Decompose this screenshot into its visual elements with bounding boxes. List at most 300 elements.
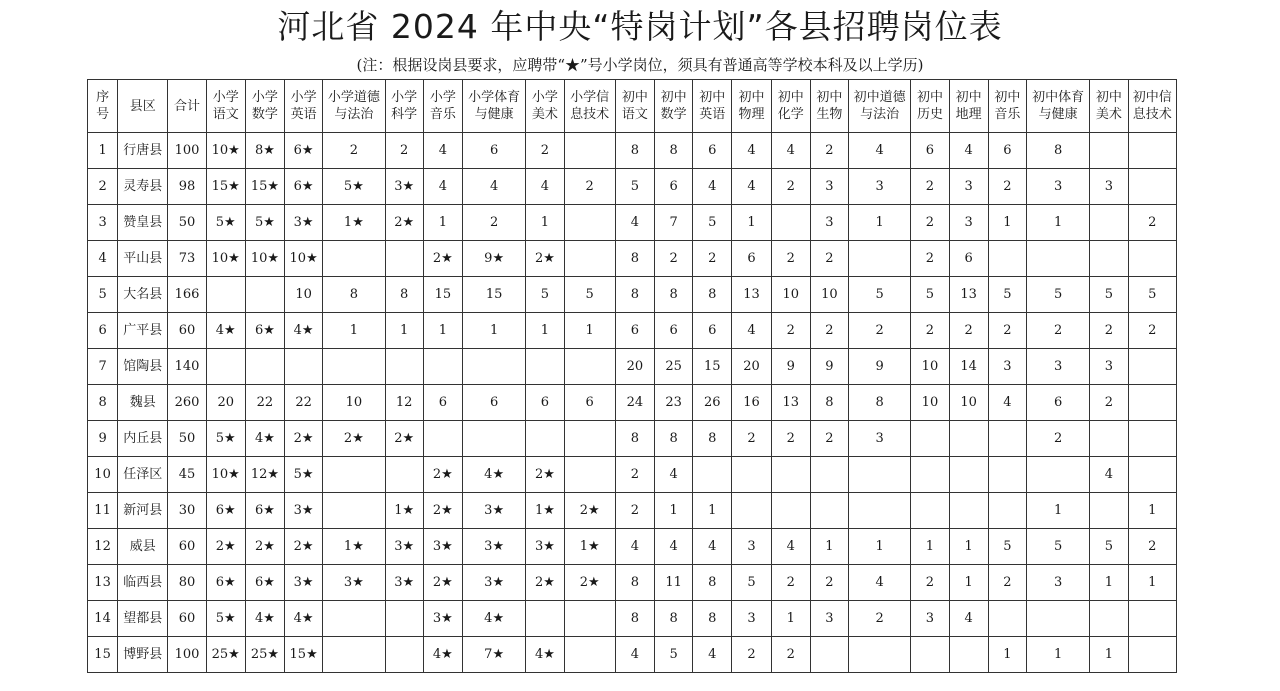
- position-count-cell: 4★: [423, 637, 462, 673]
- position-count-cell: 1: [1026, 205, 1089, 241]
- column-header: [285, 80, 323, 133]
- position-count-cell: 2: [732, 421, 771, 457]
- county-name-cell: 任泽区: [118, 457, 168, 493]
- position-count-cell: [849, 637, 911, 673]
- position-count-cell: 3★: [285, 565, 323, 601]
- position-count-cell: [1128, 385, 1177, 421]
- column-header: [949, 80, 988, 133]
- total-cell: 100: [168, 133, 206, 169]
- position-count-cell: 13: [732, 277, 771, 313]
- position-count-cell: 8: [1026, 133, 1089, 169]
- position-count-cell: 10★: [245, 241, 284, 277]
- column-header-label: 初中 化学: [777, 90, 804, 122]
- position-count-cell: 2★: [245, 529, 284, 565]
- position-count-cell: 4: [949, 601, 988, 637]
- position-count-cell: 5: [693, 205, 732, 241]
- total-cell: 140: [168, 349, 206, 385]
- position-count-cell: 1: [564, 313, 615, 349]
- position-count-cell: 10★: [206, 241, 245, 277]
- position-count-cell: 5: [1090, 529, 1128, 565]
- position-count-cell: 4★: [285, 601, 323, 637]
- table-row: [88, 241, 1177, 277]
- position-count-cell: 4★: [462, 457, 525, 493]
- county-name-cell: 望都县: [118, 601, 168, 637]
- position-count-cell: 6: [526, 385, 564, 421]
- column-header: [526, 80, 564, 133]
- position-count-cell: 1★: [323, 205, 385, 241]
- position-count-cell: 2: [1090, 313, 1128, 349]
- position-count-cell: [911, 421, 949, 457]
- position-count-cell: 4: [949, 133, 988, 169]
- county-name-cell: 灵寿县: [118, 169, 168, 205]
- position-count-cell: 5: [988, 277, 1026, 313]
- position-count-cell: [988, 421, 1026, 457]
- county-name-cell: 行唐县: [118, 133, 168, 169]
- column-header-label: 小学 语文: [212, 90, 239, 122]
- total-cell: 60: [168, 313, 206, 349]
- position-count-cell: 6★: [245, 493, 284, 529]
- position-count-cell: 15★: [245, 169, 284, 205]
- position-count-cell: 13: [771, 385, 810, 421]
- position-count-cell: 6★: [206, 565, 245, 601]
- position-count-cell: 5: [1026, 529, 1089, 565]
- position-count-cell: 7★: [462, 637, 525, 673]
- row-number-cell: 2: [88, 169, 118, 205]
- position-count-cell: [323, 493, 385, 529]
- position-count-cell: 1: [949, 529, 988, 565]
- table-row: [88, 529, 1177, 565]
- column-header-label: 小学 科学: [391, 90, 418, 122]
- position-count-cell: [988, 457, 1026, 493]
- column-header-label: 小学信 息技术: [570, 90, 610, 122]
- position-count-cell: 15★: [206, 169, 245, 205]
- position-count-cell: 1: [988, 205, 1026, 241]
- position-count-cell: 12: [385, 385, 423, 421]
- position-count-cell: 8: [693, 277, 732, 313]
- position-count-cell: 25★: [245, 637, 284, 673]
- column-header-label: 小学 美术: [531, 90, 558, 122]
- county-name-cell: 广平县: [118, 313, 168, 349]
- position-count-cell: 5★: [206, 601, 245, 637]
- position-count-cell: 1: [988, 637, 1026, 673]
- position-count-cell: 2: [1026, 421, 1089, 457]
- requirement-note: (注：根据设岗县要求，应聘带“★”号小学岗位，须具有普通高等学校本科及以上学历): [356, 56, 924, 74]
- position-count-cell: 2: [1128, 205, 1177, 241]
- position-count-cell: [1090, 421, 1128, 457]
- position-count-cell: 4: [462, 169, 525, 205]
- table-row: [88, 421, 1177, 457]
- position-count-cell: 3★: [462, 529, 525, 565]
- column-header-label: 初中体育 与健康: [1032, 90, 1085, 122]
- table-row: [88, 457, 1177, 493]
- row-number-cell: 5: [88, 277, 118, 313]
- position-count-cell: [732, 493, 771, 529]
- column-header-label: 初中道德 与法治: [853, 90, 906, 122]
- column-header-label: 小学体育 与健康: [468, 90, 521, 122]
- total-cell: 45: [168, 457, 206, 493]
- position-count-cell: 2: [462, 205, 525, 241]
- position-count-cell: 6: [655, 169, 693, 205]
- position-count-cell: 5: [526, 277, 564, 313]
- position-count-cell: [732, 457, 771, 493]
- column-header: [771, 80, 810, 133]
- column-header-label: 小学 英语: [290, 90, 317, 122]
- position-count-cell: 9★: [462, 241, 525, 277]
- position-count-cell: [1128, 637, 1177, 673]
- position-count-cell: 8: [615, 277, 654, 313]
- position-count-cell: 1: [526, 313, 564, 349]
- position-count-cell: 2: [1128, 529, 1177, 565]
- position-count-cell: 2: [911, 313, 949, 349]
- position-count-cell: 6★: [245, 313, 284, 349]
- column-header-label: 初中 历史: [916, 90, 943, 122]
- position-count-cell: 2: [988, 313, 1026, 349]
- position-count-cell: [949, 637, 988, 673]
- position-count-cell: 5: [1128, 277, 1177, 313]
- position-count-cell: 10: [949, 385, 988, 421]
- table-row: [88, 493, 1177, 529]
- position-count-cell: 22: [285, 385, 323, 421]
- position-count-cell: 10★: [285, 241, 323, 277]
- position-count-cell: [949, 457, 988, 493]
- position-count-cell: 2: [693, 241, 732, 277]
- position-count-cell: 3: [1026, 169, 1089, 205]
- column-header: [423, 80, 462, 133]
- position-count-cell: 9: [849, 349, 911, 385]
- position-count-cell: [285, 349, 323, 385]
- position-count-cell: [564, 637, 615, 673]
- position-count-cell: 2: [911, 205, 949, 241]
- column-header: [1090, 80, 1128, 133]
- column-header: [206, 80, 245, 133]
- position-count-cell: 3: [1090, 349, 1128, 385]
- page-title: 河北省 2024 年中央“特岗计划”各县招聘岗位表: [277, 7, 1003, 46]
- table-row: [88, 637, 1177, 673]
- position-count-cell: 8: [693, 565, 732, 601]
- position-count-cell: 2: [1128, 313, 1177, 349]
- position-count-cell: 2: [655, 241, 693, 277]
- position-count-cell: [323, 601, 385, 637]
- position-count-cell: 6: [693, 133, 732, 169]
- position-count-cell: 6★: [285, 169, 323, 205]
- position-count-cell: 2: [949, 313, 988, 349]
- position-count-cell: [1128, 349, 1177, 385]
- column-header: [168, 80, 206, 133]
- table-row: [88, 385, 1177, 421]
- position-count-cell: 1: [911, 529, 949, 565]
- position-count-cell: 1: [1128, 493, 1177, 529]
- position-count-cell: 1: [423, 313, 462, 349]
- position-count-cell: 2: [1090, 385, 1128, 421]
- position-count-cell: [949, 421, 988, 457]
- position-count-cell: 2: [771, 421, 810, 457]
- county-name-cell: 魏县: [118, 385, 168, 421]
- position-count-cell: 5★: [323, 169, 385, 205]
- position-count-cell: 22: [245, 385, 284, 421]
- position-count-cell: 3★: [423, 529, 462, 565]
- total-cell: 50: [168, 205, 206, 241]
- position-count-cell: 10: [285, 277, 323, 313]
- position-count-cell: 8: [693, 601, 732, 637]
- position-count-cell: [810, 457, 848, 493]
- position-count-cell: [245, 277, 284, 313]
- position-count-cell: 10: [771, 277, 810, 313]
- total-cell: 166: [168, 277, 206, 313]
- position-count-cell: 20: [732, 349, 771, 385]
- position-count-cell: 5★: [206, 205, 245, 241]
- position-count-cell: 4: [771, 529, 810, 565]
- column-header: [385, 80, 423, 133]
- position-count-cell: 15★: [285, 637, 323, 673]
- position-count-cell: 4: [655, 457, 693, 493]
- position-count-cell: [423, 349, 462, 385]
- position-count-cell: 8: [810, 385, 848, 421]
- position-count-cell: [323, 637, 385, 673]
- column-header-label: 初中 数学: [660, 90, 687, 122]
- column-header-label: 合计: [174, 98, 201, 114]
- row-number-cell: 10: [88, 457, 118, 493]
- position-count-cell: 1: [1026, 493, 1089, 529]
- position-count-cell: 6: [1026, 385, 1089, 421]
- position-count-cell: 6: [732, 241, 771, 277]
- position-count-cell: 1: [1090, 565, 1128, 601]
- position-count-cell: [323, 457, 385, 493]
- position-count-cell: 4★: [245, 421, 284, 457]
- position-count-cell: 4: [693, 529, 732, 565]
- column-header: [911, 80, 949, 133]
- total-cell: 260: [168, 385, 206, 421]
- column-header: [323, 80, 385, 133]
- position-count-cell: 2: [615, 493, 654, 529]
- position-count-cell: 4: [615, 205, 654, 241]
- position-count-cell: [988, 493, 1026, 529]
- column-header: [1026, 80, 1089, 133]
- position-count-cell: [1026, 601, 1089, 637]
- position-count-cell: [1090, 493, 1128, 529]
- row-number-cell: 7: [88, 349, 118, 385]
- position-count-cell: [949, 493, 988, 529]
- position-count-cell: 6: [988, 133, 1026, 169]
- position-count-cell: [1128, 133, 1177, 169]
- position-count-cell: 8: [615, 601, 654, 637]
- position-count-cell: 2★: [285, 421, 323, 457]
- table-row: [88, 313, 1177, 349]
- position-count-cell: 6★: [285, 133, 323, 169]
- position-count-cell: 4: [732, 169, 771, 205]
- position-count-cell: 3★: [385, 169, 423, 205]
- position-count-cell: 10: [911, 349, 949, 385]
- position-count-cell: 1★: [564, 529, 615, 565]
- position-count-cell: 24: [615, 385, 654, 421]
- table-body: [88, 133, 1177, 673]
- position-count-cell: [849, 457, 911, 493]
- position-count-cell: 6: [564, 385, 615, 421]
- position-count-cell: [526, 601, 564, 637]
- position-count-cell: 3: [810, 169, 848, 205]
- position-count-cell: 2: [810, 133, 848, 169]
- county-name-cell: 新河县: [118, 493, 168, 529]
- row-number-cell: 12: [88, 529, 118, 565]
- position-count-cell: [385, 601, 423, 637]
- position-count-cell: 10★: [206, 457, 245, 493]
- position-count-cell: 3★: [323, 565, 385, 601]
- table-row: [88, 565, 1177, 601]
- position-count-cell: [911, 493, 949, 529]
- position-count-cell: 8: [849, 385, 911, 421]
- position-count-cell: 3★: [423, 601, 462, 637]
- position-count-cell: 2: [810, 421, 848, 457]
- position-count-cell: 3★: [462, 493, 525, 529]
- column-header: [564, 80, 615, 133]
- row-number-cell: 6: [88, 313, 118, 349]
- position-count-cell: 2: [810, 565, 848, 601]
- position-count-cell: 2: [771, 637, 810, 673]
- position-count-cell: 4★: [245, 601, 284, 637]
- row-number-cell: 13: [88, 565, 118, 601]
- position-count-cell: 6: [693, 313, 732, 349]
- position-count-cell: [564, 601, 615, 637]
- total-cell: 98: [168, 169, 206, 205]
- position-count-cell: 6: [462, 133, 525, 169]
- position-count-cell: 4: [423, 169, 462, 205]
- position-count-cell: 14: [949, 349, 988, 385]
- position-count-cell: 4: [693, 169, 732, 205]
- position-count-cell: [206, 349, 245, 385]
- position-count-cell: 20: [615, 349, 654, 385]
- column-header: [245, 80, 284, 133]
- county-name-cell: 平山县: [118, 241, 168, 277]
- total-cell: 50: [168, 421, 206, 457]
- position-count-cell: [526, 349, 564, 385]
- column-header: [810, 80, 848, 133]
- position-count-cell: 26: [693, 385, 732, 421]
- position-count-cell: 1: [323, 313, 385, 349]
- position-count-cell: 4: [693, 637, 732, 673]
- county-name-cell: 馆陶县: [118, 349, 168, 385]
- position-count-cell: 10: [323, 385, 385, 421]
- position-count-cell: 1: [462, 313, 525, 349]
- position-count-cell: [564, 421, 615, 457]
- position-count-cell: 4: [615, 637, 654, 673]
- column-header: [118, 80, 168, 133]
- position-count-cell: 8: [615, 241, 654, 277]
- table-row: [88, 205, 1177, 241]
- column-header-label: 小学 音乐: [429, 90, 456, 122]
- position-count-cell: 1: [655, 493, 693, 529]
- position-count-cell: 1: [1090, 637, 1128, 673]
- row-number-cell: 14: [88, 601, 118, 637]
- position-count-cell: 2★: [323, 421, 385, 457]
- position-count-cell: 3★: [462, 565, 525, 601]
- position-count-cell: 15: [693, 349, 732, 385]
- position-count-cell: 3★: [385, 529, 423, 565]
- position-count-cell: 5: [615, 169, 654, 205]
- position-count-cell: [1090, 205, 1128, 241]
- position-count-cell: 8: [655, 601, 693, 637]
- column-header: [462, 80, 525, 133]
- position-count-cell: 3★: [285, 205, 323, 241]
- position-count-cell: 2: [385, 133, 423, 169]
- position-count-cell: 1: [949, 565, 988, 601]
- position-count-cell: 3: [988, 349, 1026, 385]
- recruitment-table: [87, 79, 1177, 673]
- position-count-cell: [462, 349, 525, 385]
- position-count-cell: [1128, 457, 1177, 493]
- position-count-cell: 2★: [564, 565, 615, 601]
- position-count-cell: 8: [655, 277, 693, 313]
- column-header: [732, 80, 771, 133]
- position-count-cell: 15: [462, 277, 525, 313]
- position-count-cell: 1: [1026, 637, 1089, 673]
- position-count-cell: 1: [1128, 565, 1177, 601]
- position-count-cell: 2: [732, 637, 771, 673]
- position-count-cell: 9: [810, 349, 848, 385]
- position-count-cell: 4: [732, 313, 771, 349]
- position-count-cell: [988, 241, 1026, 277]
- position-count-cell: 6: [911, 133, 949, 169]
- position-count-cell: [849, 493, 911, 529]
- position-count-cell: 2★: [423, 241, 462, 277]
- column-header-label: 初中 语文: [621, 90, 648, 122]
- position-count-cell: 4★: [206, 313, 245, 349]
- county-name-cell: 临西县: [118, 565, 168, 601]
- column-header-label: 小学道德 与法治: [327, 90, 380, 122]
- position-count-cell: 4: [849, 565, 911, 601]
- column-header: [655, 80, 693, 133]
- row-number-cell: 3: [88, 205, 118, 241]
- position-count-cell: 8: [655, 421, 693, 457]
- position-count-cell: 2: [810, 241, 848, 277]
- position-count-cell: 2: [771, 313, 810, 349]
- row-number-cell: 4: [88, 241, 118, 277]
- position-count-cell: [911, 457, 949, 493]
- position-count-cell: [1090, 601, 1128, 637]
- position-count-cell: 23: [655, 385, 693, 421]
- position-count-cell: 2★: [423, 457, 462, 493]
- position-count-cell: 5: [1026, 277, 1089, 313]
- position-count-cell: [385, 637, 423, 673]
- position-count-cell: 3: [732, 601, 771, 637]
- position-count-cell: [385, 241, 423, 277]
- position-count-cell: [810, 637, 848, 673]
- position-count-cell: 25: [655, 349, 693, 385]
- row-number-cell: 11: [88, 493, 118, 529]
- position-count-cell: 4★: [285, 313, 323, 349]
- position-count-cell: 3: [732, 529, 771, 565]
- position-count-cell: 4: [655, 529, 693, 565]
- position-count-cell: 13: [949, 277, 988, 313]
- table-row: [88, 133, 1177, 169]
- position-count-cell: [1128, 241, 1177, 277]
- column-header: [615, 80, 654, 133]
- total-cell: 73: [168, 241, 206, 277]
- position-count-cell: 6: [615, 313, 654, 349]
- total-cell: 30: [168, 493, 206, 529]
- position-count-cell: 15: [423, 277, 462, 313]
- position-count-cell: 5: [732, 565, 771, 601]
- position-count-cell: 1: [771, 601, 810, 637]
- column-header: [1128, 80, 1177, 133]
- position-count-cell: 8: [385, 277, 423, 313]
- position-count-cell: 8: [615, 565, 654, 601]
- position-count-cell: 2★: [423, 565, 462, 601]
- position-count-cell: 2: [849, 313, 911, 349]
- position-count-cell: 8: [323, 277, 385, 313]
- column-header-label: 初中 美术: [1095, 90, 1122, 122]
- position-count-cell: [385, 349, 423, 385]
- position-count-cell: 4: [988, 385, 1026, 421]
- position-count-cell: 2: [323, 133, 385, 169]
